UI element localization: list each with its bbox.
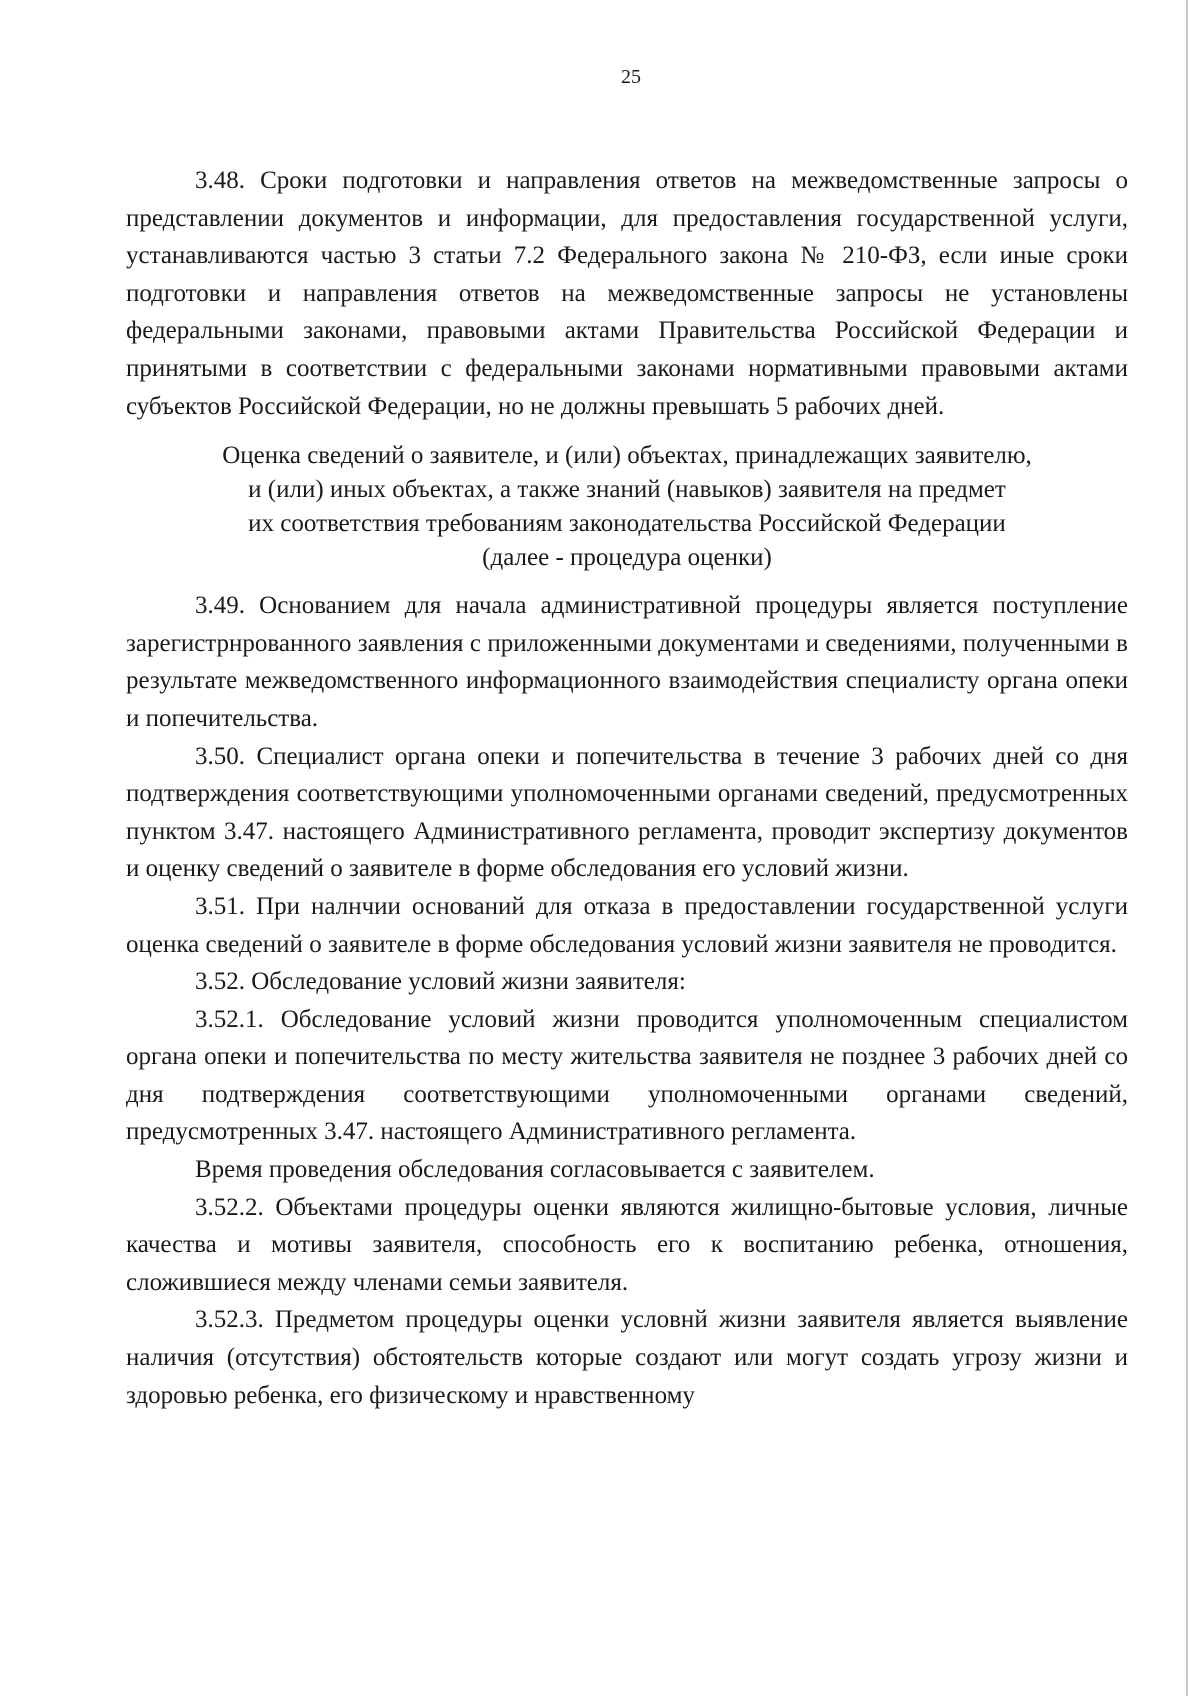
paragraph-3-52-3: 3.52.3. Предметом процедуры оценки условнй жизни заявителя является выявление наличия (отсутствия) обстоятельств которые создают или могут создать угрозу жизни и здоровью ребенка, его физическому и нравственному [126,1306,1128,1409]
document-body [126,162,1128,1414]
page-edge-line [1186,0,1188,1696]
section-heading [126,439,1128,575]
heading-line: (далее - процедура оценки) [482,544,772,572]
page-number: 25 [621,66,641,88]
paragraph-3-52-2: 3.52.2. Объектами процедуры оценки являются жилищно-бытовые условия, личные качества и мотивы заявителя, способность его к воспитанию ребенка, отношения, сложившиеся между членами семьи заявителя. [126,1193,1128,1296]
paragraph-3-52: 3.52. Обследование условий жизни заявителя: [195,968,686,996]
paragraph-survey-time: Время проведения обследования согласовывается с заявителем. [195,1156,875,1184]
paragraph-3-51: 3.51. При налнчии оснований для отказа в предоставлении государственной услуги оценка сведений о заявителе в форме обследования условий жизни заявителя не проводится. [126,892,1128,958]
heading-line: их соответствия требованиям законодательства Российской Федерации [248,510,1006,538]
paragraph-3-50: 3.50. Специалист органа опеки и попечительства в течение 3 рабочих дней со дня подтверждения соответствующими уполномоченными органами сведений, предусмотренных пунктом 3.47. настоящего Административного регламента, проводит экспертизу документов и оценку сведений о заявителе в форме обследования его условий жизни. [126,742,1128,883]
paragraph-3-52-1: 3.52.1. Обследование условий жизни проводится уполномоченным специалистом органа опеки и попечительства по месту жительства заявителя не позднее 3 рабочих дней со дня подтверждения соответствующими уполномоченными органами сведений, предусмотренных 3.47. настоящего Административного регламента. [126,1005,1128,1146]
heading-line: Оценка сведений о заявителе, и (или) объектах, принадлежащих заявителю, [222,442,1032,470]
heading-line: и (или) иных объектах, а также знаний (навыков) заявителя на предмет [248,476,1006,504]
paragraph-3-49: 3.49. Основанием для начала административной процедуры является поступление зарегистрнрованного заявления с приложенными документами и сведениями, полученными в результате межведомственного информационного взаимодействия специалисту органа опеки и попечительства. [126,592,1128,732]
paragraph-3-48: 3.48. Сроки подготовки и направления ответов на межведомственные запросы о представлении документов и информации, для предоставления государственной услуги, устанавливаются частью 3 статьи 7.2 Федерального закона № 210-ФЗ, если иные сроки подготовки и направления ответов на межведомственные запросы не установлены федеральными законами, правовыми актами Правительства Российской Федерации и принятыми в соответствии с федеральными законами нормативными правовыми актами субъектов Российской Федерации, но не должны превышать 5 рабочих дней. [126,167,1128,420]
